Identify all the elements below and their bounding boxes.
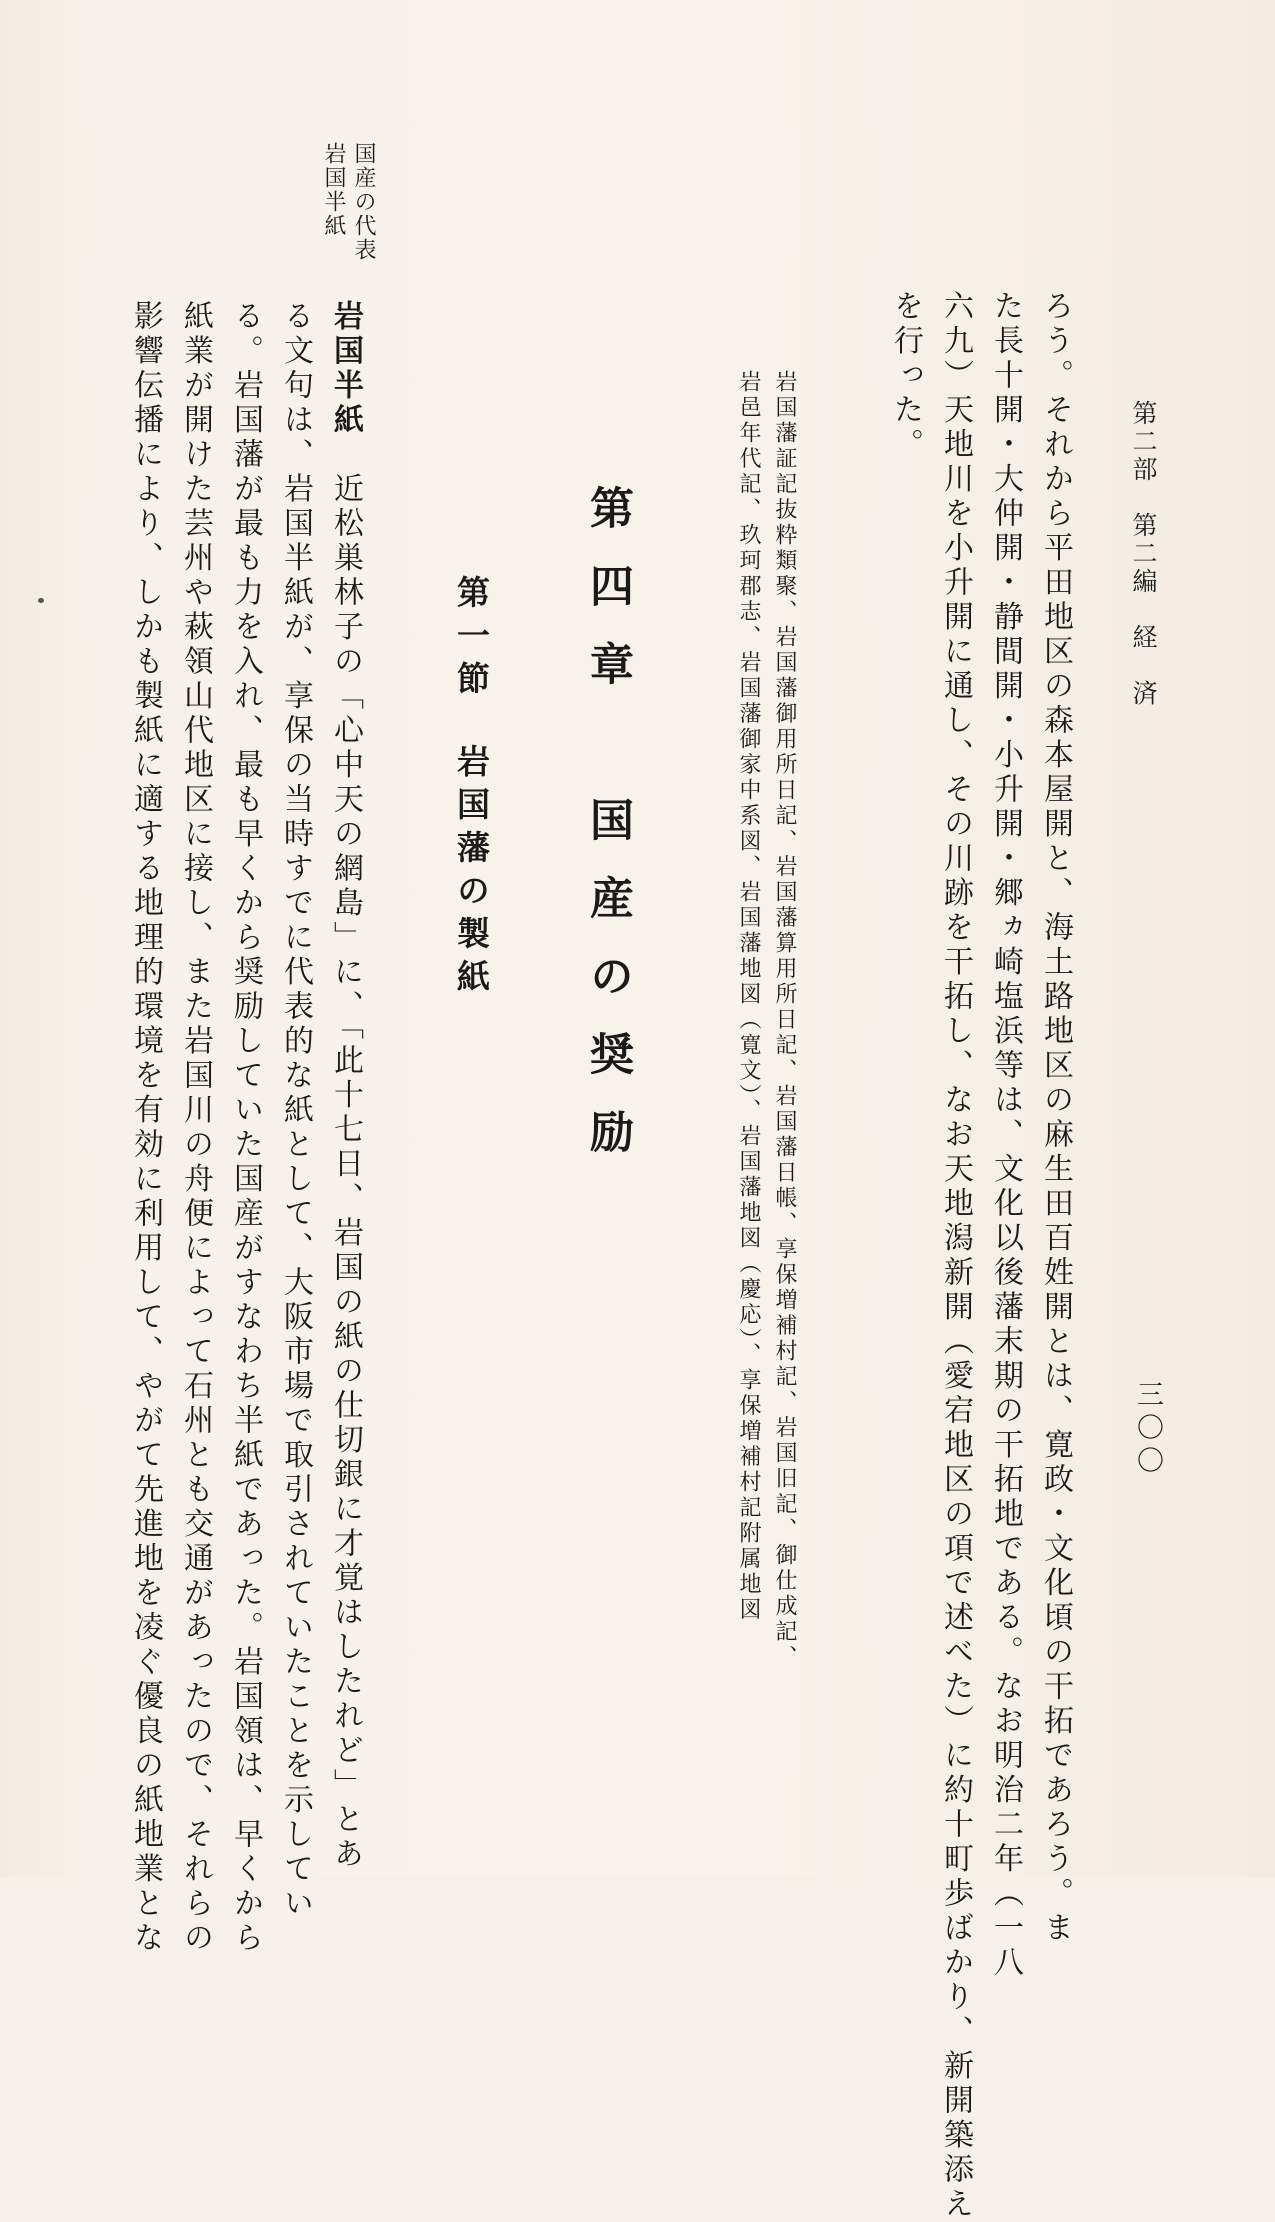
section-title: 岩国藩の製紙	[452, 744, 491, 1002]
text-line: ろう。それから平田地区の森本屋開と、海土路地区の麻生田百姓開とは、寛政・文化頃の干拓であろう。ま	[1038, 290, 1073, 1946]
text-line: 六九）天地川を小升開に通し、その川跡を干拓し、なお天地潟新開（愛宕地区の項で述べた）に約十町歩ばかり、新開築添え	[938, 290, 973, 2222]
margin-note-line: 岩国半紙	[321, 142, 346, 238]
ink-speck	[38, 598, 44, 603]
paragraph-subhead: 岩国半紙	[328, 300, 363, 438]
paragraph-land-reclamation	[880, 290, 1080, 2222]
text-line: 影響伝播により、しかも製紙に適する地理的環境を有効に利用して、やがて先進地を凌ぐ優良の紙地業とな	[128, 300, 163, 1956]
source-references	[730, 370, 802, 1730]
text-line: 紙業が開けた芸州や萩領山代地区に接し、また岩国川の舟便によって石州とも交通があったので、それらの	[178, 300, 213, 1956]
text-line: る。岩国藩が最も力を入れ、最も早くから奨励していた国産がすなわち半紙であった。岩国領は、早くから	[228, 300, 263, 1956]
text-line: を行った。	[888, 290, 923, 463]
source-line: 岩国藩証記抜粋類聚、岩国藩御用所日記、岩国藩算用所日記、岩国藩日帳、享保増補村記、岩国旧記、御仕成記、	[772, 370, 797, 1671]
margin-note-line: 国産の代表	[351, 142, 376, 262]
margin-note	[318, 142, 378, 262]
section-number: 第一節	[452, 575, 491, 704]
text-line	[320, 300, 370, 1872]
running-header: 第二部 第二編 経 済	[1129, 400, 1158, 708]
chapter-title: 第四章 国産の奨励	[582, 485, 633, 1187]
text-line: た長十開・大仲開・静間開・小升開・郷ヵ崎塩浜等は、文化以後藩末期の干拓地である。なお明治二年（一八	[988, 290, 1023, 1981]
text-line-rest: 近松巣林子の「心中天の網島」に、「此十七日、岩国の紙の仕切銀に才覚はしたれど」とあ	[328, 438, 363, 1872]
paragraph-iwakuni-hanshi	[120, 300, 370, 1956]
text-line: る文句は、岩国半紙が、享保の当時すでに代表的な紙として、大阪市場で取引されていたことを示してい	[278, 300, 313, 1922]
source-line: 岩邑年代記、玖珂郡志、岩国藩御家中系図、岩国藩地図（寛文）、岩国藩地図（慶応）、享保増補村記附属地図	[736, 370, 761, 1623]
section-heading	[448, 575, 495, 1002]
page-number: 三〇〇	[1132, 1380, 1163, 1479]
